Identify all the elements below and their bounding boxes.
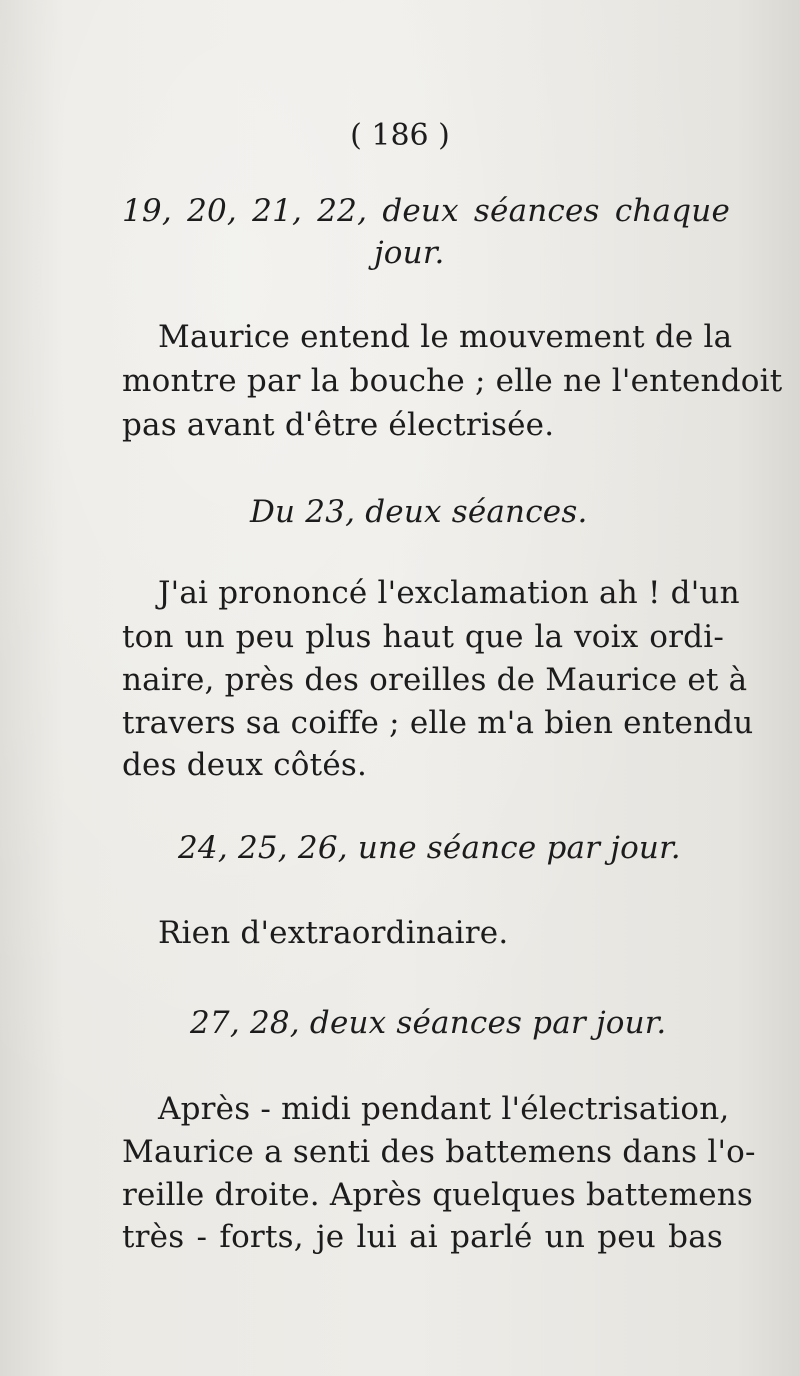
date-heading: 27, 28, deux séances par jour. (190, 1005, 667, 1041)
date-heading-line-2: jour. (374, 235, 445, 271)
paragraph-line: Maurice entend le mouvement de la (158, 319, 733, 355)
paragraph-line: Après - midi pendant l'électrisation, (158, 1091, 730, 1127)
paragraph-line: des deux côtés. (122, 747, 368, 783)
date-heading: 24, 25, 26, une séance par jour. (178, 830, 681, 866)
paragraph-line: travers sa coiffe ; elle m'a bien entendu (122, 705, 754, 741)
date-heading: Du 23, deux séances. (250, 494, 588, 530)
paragraph-line: Maurice a senti des battemens dans l'o- (122, 1134, 756, 1170)
paragraph-line: montre par la bouche ; elle ne l'entendoit (122, 363, 783, 399)
paragraph-line: ton un peu plus haut que la voix ordi- (122, 619, 724, 655)
page-number: ( 186 ) (350, 118, 450, 153)
paragraph-line: Rien d'extraordinaire. (158, 915, 509, 951)
paragraph-line: naire, près des oreilles de Maurice et à (122, 662, 748, 698)
paragraph-line: pas avant d'être électrisée. (122, 407, 555, 443)
paragraph-line: J'ai prononcé l'exclamation ah ! d'un (158, 575, 740, 611)
paragraph-line: très - forts, je lui ai parlé un peu bas (122, 1219, 723, 1255)
paragraph-line: reille droite. Après quelques battemens (122, 1177, 754, 1213)
date-heading-line-1: 19, 20, 21, 22, deux séances chaque (122, 193, 730, 229)
